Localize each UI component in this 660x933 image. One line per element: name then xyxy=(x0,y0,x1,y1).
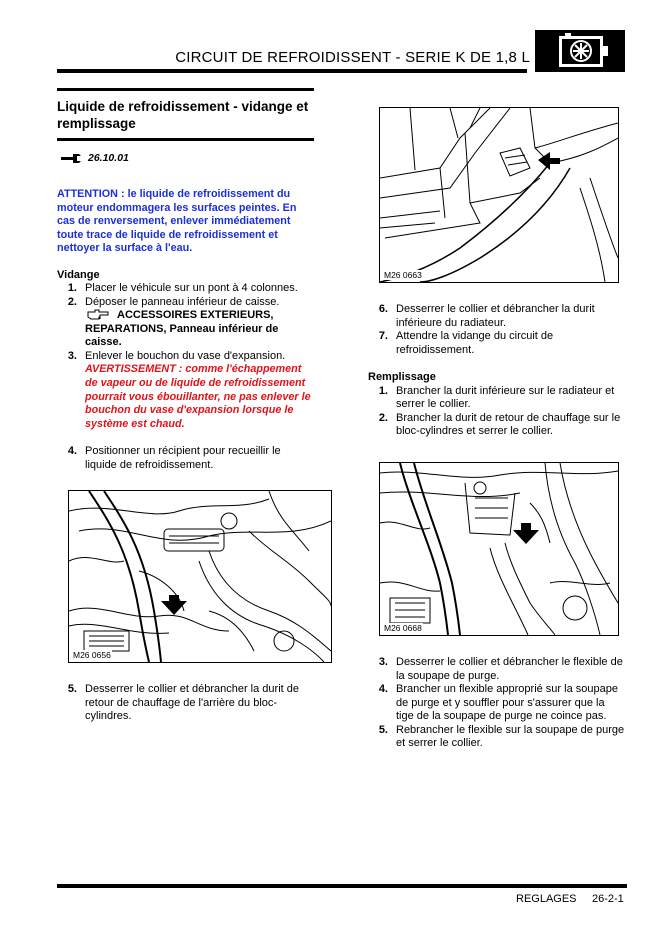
figure-label: M26 0656 xyxy=(73,650,111,660)
step-text: Enlever le bouchon du vase d'expansion. xyxy=(85,349,286,362)
section-top-rule xyxy=(57,88,314,91)
pointing-hand-icon xyxy=(87,309,109,321)
footer-section: REGLAGES xyxy=(516,893,577,905)
figure-radiator-hose xyxy=(379,107,619,283)
page-header-title: CIRCUIT DE REFROIDISSENT - SERIE K DE 1,8 L xyxy=(175,49,530,66)
step-text: Brancher la durit de retour de chauffage sur le bloc-cylindres et serrer le collier. xyxy=(396,411,621,437)
section-bottom-rule xyxy=(57,138,314,141)
step-item xyxy=(57,296,314,310)
step-text: Desserrer le collier et débrancher la durit de retour de chauffage de l'arrière du bloc-cylindres. xyxy=(85,683,299,722)
step-text: Desserrer le collier et débrancher la durit inférieure du radiateur. xyxy=(396,303,595,329)
step-number: 6. xyxy=(378,303,388,315)
step-text: Brancher la durit inférieure sur le radiateur et serrer le collier. xyxy=(396,384,615,410)
step-item xyxy=(368,683,625,724)
right-column xyxy=(368,303,625,439)
step-text: Positionner un récipient pour recueillir le liquide de refroidissement. xyxy=(85,445,281,471)
step-text: Déposer le panneau inférieur de caisse. xyxy=(85,295,280,308)
section-title: Liquide de refroidissement - vidange et remplissage xyxy=(57,99,309,131)
attention-note: ATTENTION : le liquide de refroidissement du moteur endommagera les surfaces peintes. En cas de renversement, enlever immédiatement toute trace de liquide de refroidissement et nettoyer la surface à l'eau. xyxy=(57,188,297,255)
right-column-lower xyxy=(368,656,625,751)
step-item xyxy=(57,683,314,724)
step-text: Brancher un flexible approprié sur la soupape de purge et y souffler pour s'assurer que la tige de la soupape de purge ne coince pas. xyxy=(396,683,618,722)
step-number: 3. xyxy=(378,656,388,668)
step-item xyxy=(57,282,314,296)
step-number: 5. xyxy=(67,683,77,695)
subhead-remplissage: Remplissage xyxy=(368,371,436,383)
subhead-vidange: Vidange xyxy=(57,268,100,281)
operation-code-number: 26.10.01 xyxy=(88,152,129,164)
operation-code xyxy=(57,152,314,164)
steps-list xyxy=(57,282,314,309)
step-number: 5. xyxy=(378,723,388,736)
reference-block xyxy=(57,309,314,350)
step-item xyxy=(57,350,314,364)
footer-rule xyxy=(57,884,627,888)
footer-page-number: 26-2-1 xyxy=(592,893,624,905)
step-number: 4. xyxy=(378,683,388,695)
step-number: 3. xyxy=(67,349,77,362)
reference-text: ACCESSOIRES EXTERIEURS, REPARATIONS, Panneau inférieur de caisse. xyxy=(85,309,279,349)
step-item xyxy=(368,724,625,751)
step-text: Placer le véhicule sur un pont à 4 colonnes. xyxy=(85,282,298,295)
header-rule xyxy=(57,69,527,73)
steps-list xyxy=(368,656,625,751)
wrench-icon xyxy=(61,154,81,163)
step-number: 2. xyxy=(67,295,77,308)
steps-list xyxy=(57,445,314,472)
header-icon-box xyxy=(535,30,625,72)
step-item xyxy=(368,656,625,683)
figure-heater-hose xyxy=(68,490,332,663)
step-number: 2. xyxy=(378,411,388,424)
step-text: Rebrancher le flexible sur la soupape de purge et serrer le collier. xyxy=(396,723,625,749)
step-item xyxy=(368,412,625,439)
step-number: 1. xyxy=(67,282,77,295)
step-item xyxy=(368,303,625,330)
step-item xyxy=(368,385,625,412)
step-number: 1. xyxy=(378,384,388,397)
step-item xyxy=(368,330,625,357)
left-column-lower xyxy=(57,683,314,724)
figure-label: M26 0668 xyxy=(384,623,422,633)
radiator-illustration xyxy=(380,108,618,282)
step-number: 4. xyxy=(67,445,77,458)
radiator-fan-icon xyxy=(535,30,625,72)
steps-list xyxy=(368,303,625,357)
steps-list xyxy=(57,350,314,364)
step-text: Attendre la vidange du circuit de refroidissement. xyxy=(396,330,554,356)
figure-label: M26 0663 xyxy=(384,270,422,280)
figure-purge-valve xyxy=(379,462,619,636)
step-number: 7. xyxy=(378,330,388,342)
purge-valve-illustration xyxy=(380,463,618,635)
step-text: Desserrer le collier et débrancher le flexible de la soupape de purge. xyxy=(396,656,623,682)
warning-note: AVERTISSEMENT : comme l'échappement de vapeur ou de liquide de refroidissement pourrait vous ébouillanter, ne pas enlever le bouchon du vase d'expansion lorsque le système est chaud. xyxy=(85,363,311,430)
engine-illustration xyxy=(69,491,331,662)
steps-list xyxy=(368,385,625,439)
step-item xyxy=(57,445,314,472)
steps-list xyxy=(57,683,314,724)
left-column xyxy=(57,88,314,472)
